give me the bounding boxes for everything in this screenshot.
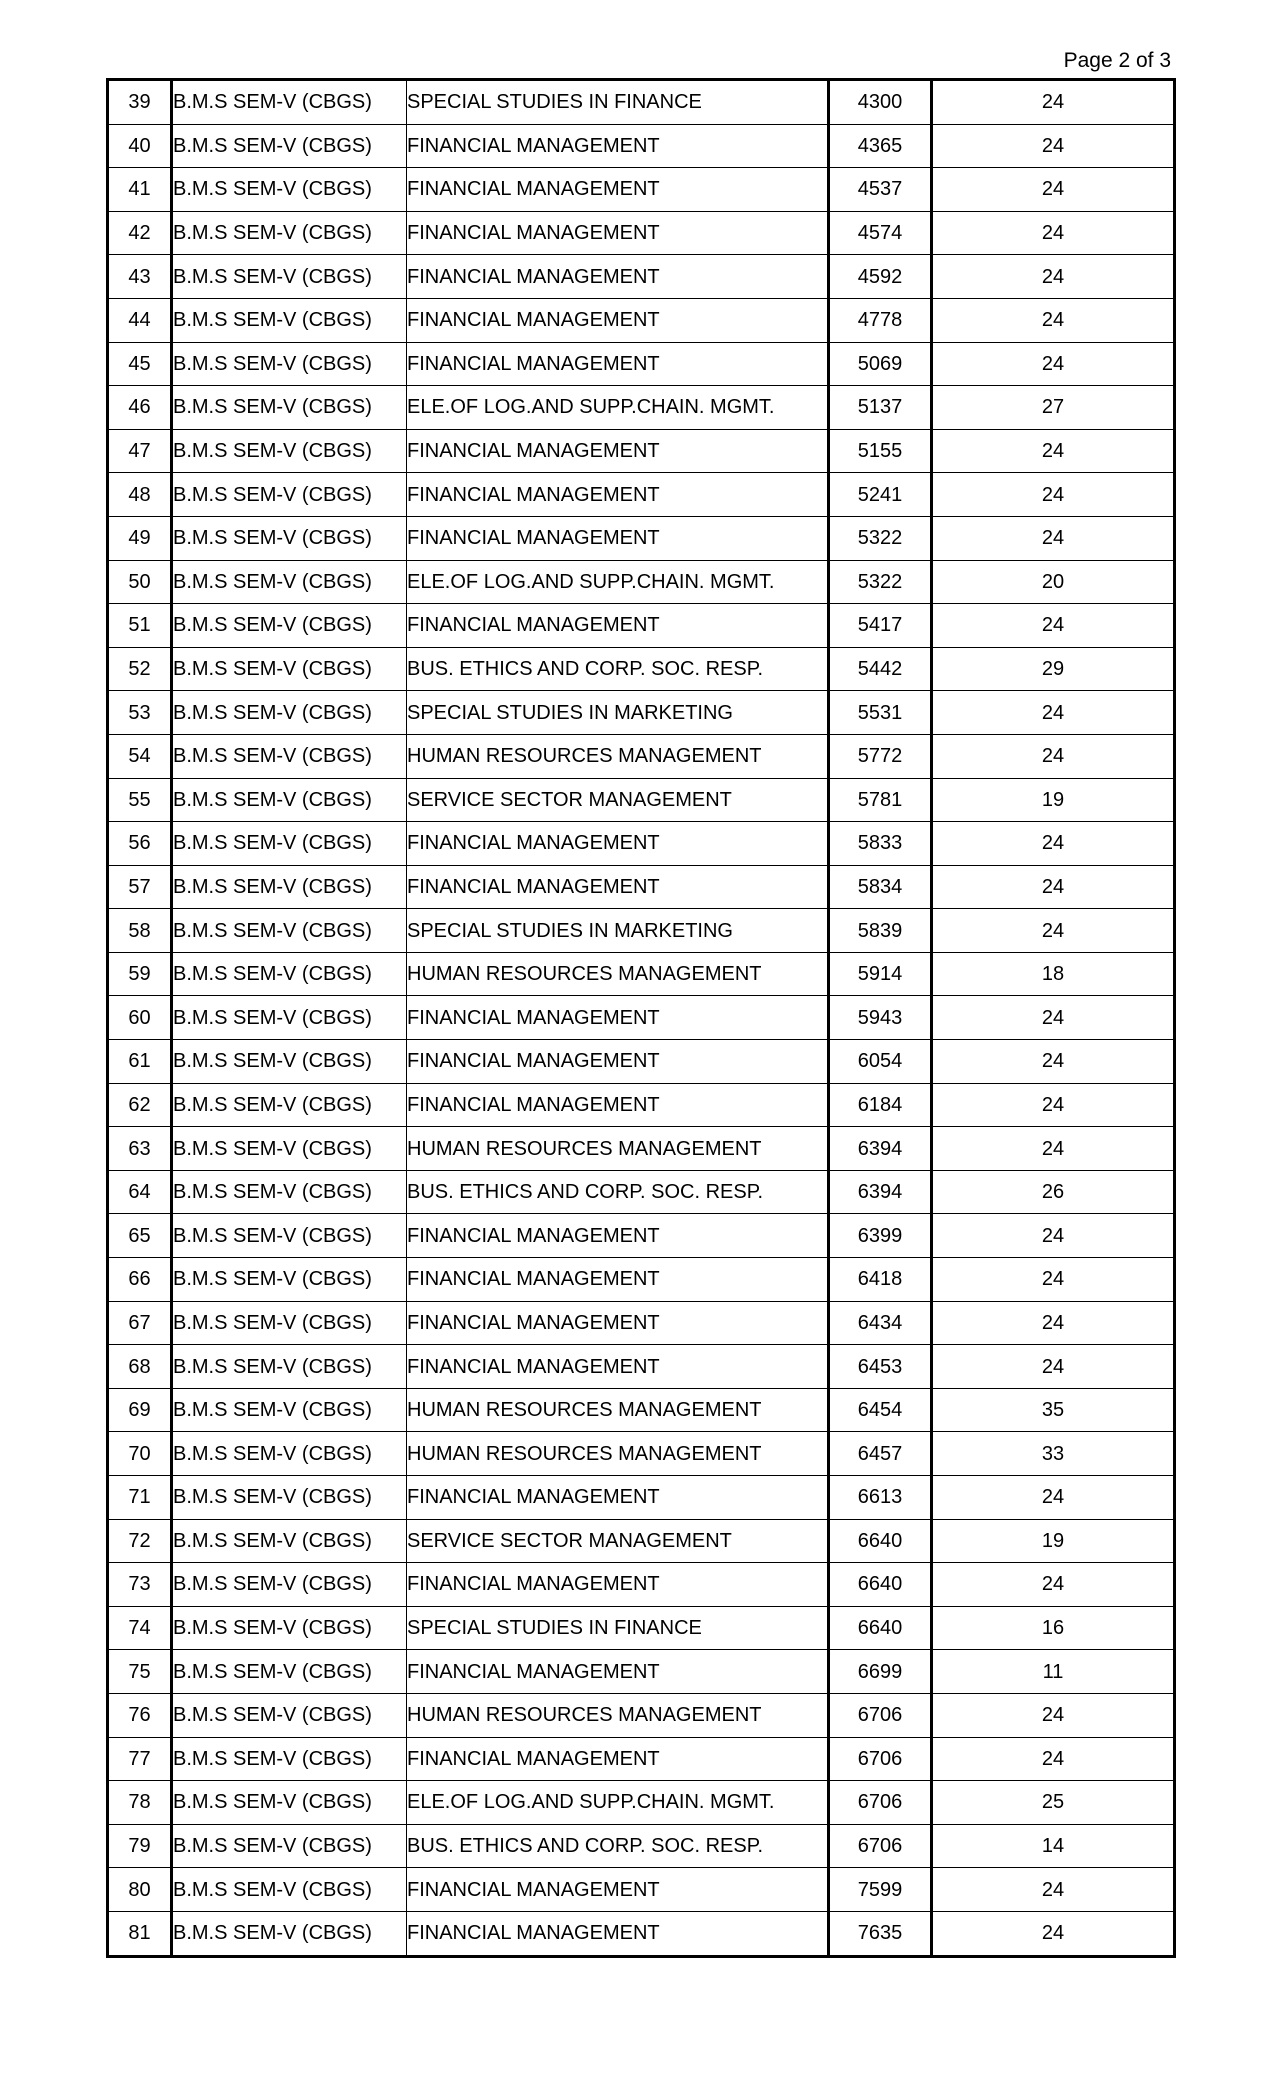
page-number: Page 2 of 3 <box>1063 49 1171 72</box>
table-row <box>108 1737 1175 1781</box>
subject-cell: FINANCIAL MANAGEMENT <box>407 1345 829 1389</box>
subject-cell: FINANCIAL MANAGEMENT <box>407 1214 829 1258</box>
table-row <box>108 822 1175 866</box>
table-row <box>108 1083 1175 1127</box>
count-cell: 24 <box>932 734 1175 778</box>
row-number-cell: 42 <box>108 211 172 255</box>
code-cell: 5442 <box>829 647 932 691</box>
code-cell: 6640 <box>829 1563 932 1607</box>
row-number-cell: 52 <box>108 647 172 691</box>
course-cell: B.M.S SEM-V (CBGS) <box>172 1519 407 1563</box>
course-cell: B.M.S SEM-V (CBGS) <box>172 1737 407 1781</box>
row-number-cell: 39 <box>108 80 172 125</box>
row-number-cell: 66 <box>108 1258 172 1302</box>
row-number-cell: 56 <box>108 822 172 866</box>
course-cell: B.M.S SEM-V (CBGS) <box>172 1911 407 1956</box>
row-number-cell: 41 <box>108 168 172 212</box>
row-number-cell: 77 <box>108 1737 172 1781</box>
table-row <box>108 996 1175 1040</box>
code-cell: 6394 <box>829 1127 932 1171</box>
row-number-cell: 63 <box>108 1127 172 1171</box>
table-row <box>108 909 1175 953</box>
count-cell: 24 <box>932 516 1175 560</box>
row-number-cell: 48 <box>108 473 172 517</box>
subject-cell: FINANCIAL MANAGEMENT <box>407 1737 829 1781</box>
course-cell: B.M.S SEM-V (CBGS) <box>172 1258 407 1302</box>
count-cell: 24 <box>932 1911 1175 1956</box>
row-number-cell: 43 <box>108 255 172 299</box>
row-number-cell: 49 <box>108 516 172 560</box>
row-number-cell: 54 <box>108 734 172 778</box>
table-row <box>108 1040 1175 1084</box>
table-row <box>108 1911 1175 1956</box>
row-number-cell: 60 <box>108 996 172 1040</box>
count-cell: 24 <box>932 822 1175 866</box>
table-row <box>108 168 1175 212</box>
code-cell: 6184 <box>829 1083 932 1127</box>
table-row <box>108 1432 1175 1476</box>
table-row <box>108 1214 1175 1258</box>
course-cell: B.M.S SEM-V (CBGS) <box>172 822 407 866</box>
course-cell: B.M.S SEM-V (CBGS) <box>172 1606 407 1650</box>
subject-cell: SERVICE SECTOR MANAGEMENT <box>407 1519 829 1563</box>
count-cell: 24 <box>932 1258 1175 1302</box>
subject-cell: ELE.OF LOG.AND SUPP.CHAIN. MGMT. <box>407 1781 829 1825</box>
subject-cell: FINANCIAL MANAGEMENT <box>407 996 829 1040</box>
code-cell: 6457 <box>829 1432 932 1476</box>
course-cell: B.M.S SEM-V (CBGS) <box>172 996 407 1040</box>
table-row <box>108 516 1175 560</box>
row-number-cell: 62 <box>108 1083 172 1127</box>
course-cell: B.M.S SEM-V (CBGS) <box>172 1693 407 1737</box>
subject-cell: FINANCIAL MANAGEMENT <box>407 516 829 560</box>
course-cell: B.M.S SEM-V (CBGS) <box>172 1563 407 1607</box>
course-cell: B.M.S SEM-V (CBGS) <box>172 604 407 648</box>
code-cell: 5772 <box>829 734 932 778</box>
table-row <box>108 1388 1175 1432</box>
row-number-cell: 71 <box>108 1476 172 1520</box>
subject-cell: SPECIAL STUDIES IN FINANCE <box>407 80 829 125</box>
table-row <box>108 778 1175 822</box>
code-cell: 6394 <box>829 1170 932 1214</box>
row-number-cell: 68 <box>108 1345 172 1389</box>
course-cell: B.M.S SEM-V (CBGS) <box>172 386 407 430</box>
course-cell: B.M.S SEM-V (CBGS) <box>172 560 407 604</box>
code-cell: 5417 <box>829 604 932 648</box>
subject-cell: ELE.OF LOG.AND SUPP.CHAIN. MGMT. <box>407 386 829 430</box>
subject-cell: FINANCIAL MANAGEMENT <box>407 298 829 342</box>
code-cell: 4365 <box>829 124 932 168</box>
subject-cell: FINANCIAL MANAGEMENT <box>407 822 829 866</box>
table-row <box>108 952 1175 996</box>
table-row <box>108 1258 1175 1302</box>
subject-cell: HUMAN RESOURCES MANAGEMENT <box>407 1432 829 1476</box>
count-cell: 24 <box>932 124 1175 168</box>
course-cell: B.M.S SEM-V (CBGS) <box>172 1127 407 1171</box>
row-number-cell: 74 <box>108 1606 172 1650</box>
code-cell: 4592 <box>829 255 932 299</box>
row-number-cell: 58 <box>108 909 172 953</box>
course-cell: B.M.S SEM-V (CBGS) <box>172 865 407 909</box>
subject-cell: BUS. ETHICS AND CORP. SOC. RESP. <box>407 1170 829 1214</box>
table-row <box>108 647 1175 691</box>
count-cell: 24 <box>932 909 1175 953</box>
code-cell: 6613 <box>829 1476 932 1520</box>
count-cell: 24 <box>932 298 1175 342</box>
code-cell: 5781 <box>829 778 932 822</box>
table-row <box>108 865 1175 909</box>
subject-cell: HUMAN RESOURCES MANAGEMENT <box>407 952 829 996</box>
code-cell: 6640 <box>829 1606 932 1650</box>
count-cell: 11 <box>932 1650 1175 1694</box>
code-cell: 4778 <box>829 298 932 342</box>
subject-cell: FINANCIAL MANAGEMENT <box>407 1476 829 1520</box>
subject-cell: FINANCIAL MANAGEMENT <box>407 865 829 909</box>
course-cell: B.M.S SEM-V (CBGS) <box>172 1170 407 1214</box>
subject-cell: FINANCIAL MANAGEMENT <box>407 342 829 386</box>
table-row <box>108 1519 1175 1563</box>
row-number-cell: 46 <box>108 386 172 430</box>
course-cell: B.M.S SEM-V (CBGS) <box>172 473 407 517</box>
count-cell: 33 <box>932 1432 1175 1476</box>
count-cell: 24 <box>932 168 1175 212</box>
count-cell: 18 <box>932 952 1175 996</box>
course-cell: B.M.S SEM-V (CBGS) <box>172 1432 407 1476</box>
code-cell: 6434 <box>829 1301 932 1345</box>
course-cell: B.M.S SEM-V (CBGS) <box>172 1214 407 1258</box>
code-cell: 6418 <box>829 1258 932 1302</box>
course-cell: B.M.S SEM-V (CBGS) <box>172 1650 407 1694</box>
table-row <box>108 1868 1175 1912</box>
course-cell: B.M.S SEM-V (CBGS) <box>172 1301 407 1345</box>
table-row <box>108 1127 1175 1171</box>
table-row <box>108 604 1175 648</box>
course-cell: B.M.S SEM-V (CBGS) <box>172 255 407 299</box>
count-cell: 24 <box>932 342 1175 386</box>
course-cell: B.M.S SEM-V (CBGS) <box>172 691 407 735</box>
subject-cell: FINANCIAL MANAGEMENT <box>407 1650 829 1694</box>
subject-cell: HUMAN RESOURCES MANAGEMENT <box>407 1127 829 1171</box>
count-cell: 24 <box>932 1214 1175 1258</box>
subject-cell: FINANCIAL MANAGEMENT <box>407 168 829 212</box>
row-number-cell: 59 <box>108 952 172 996</box>
table-row <box>108 1563 1175 1607</box>
count-cell: 24 <box>932 1301 1175 1345</box>
row-number-cell: 81 <box>108 1911 172 1956</box>
count-cell: 24 <box>932 1868 1175 1912</box>
subject-cell: BUS. ETHICS AND CORP. SOC. RESP. <box>407 647 829 691</box>
subject-cell: FINANCIAL MANAGEMENT <box>407 1868 829 1912</box>
table-row <box>108 211 1175 255</box>
subject-cell: FINANCIAL MANAGEMENT <box>407 1301 829 1345</box>
count-cell: 29 <box>932 647 1175 691</box>
row-number-cell: 65 <box>108 1214 172 1258</box>
row-number-cell: 76 <box>108 1693 172 1737</box>
code-cell: 6454 <box>829 1388 932 1432</box>
count-cell: 20 <box>932 560 1175 604</box>
subject-cell: FINANCIAL MANAGEMENT <box>407 473 829 517</box>
row-number-cell: 75 <box>108 1650 172 1694</box>
count-cell: 24 <box>932 429 1175 473</box>
table-row <box>108 1606 1175 1650</box>
row-number-cell: 78 <box>108 1781 172 1825</box>
code-cell: 5834 <box>829 865 932 909</box>
subject-cell: SPECIAL STUDIES IN MARKETING <box>407 691 829 735</box>
row-number-cell: 70 <box>108 1432 172 1476</box>
count-cell: 14 <box>932 1824 1175 1868</box>
row-number-cell: 61 <box>108 1040 172 1084</box>
count-cell: 24 <box>932 1563 1175 1607</box>
code-cell: 6640 <box>829 1519 932 1563</box>
count-cell: 24 <box>932 80 1175 125</box>
course-cell: B.M.S SEM-V (CBGS) <box>172 909 407 953</box>
row-number-cell: 50 <box>108 560 172 604</box>
course-cell: B.M.S SEM-V (CBGS) <box>172 734 407 778</box>
row-number-cell: 53 <box>108 691 172 735</box>
subject-cell: SERVICE SECTOR MANAGEMENT <box>407 778 829 822</box>
code-cell: 5137 <box>829 386 932 430</box>
table-row <box>108 1824 1175 1868</box>
row-number-cell: 44 <box>108 298 172 342</box>
course-cell: B.M.S SEM-V (CBGS) <box>172 298 407 342</box>
table-row <box>108 342 1175 386</box>
table-row <box>108 1345 1175 1389</box>
subject-cell: SPECIAL STUDIES IN MARKETING <box>407 909 829 953</box>
data-table <box>106 78 1176 1958</box>
course-cell: B.M.S SEM-V (CBGS) <box>172 952 407 996</box>
course-cell: B.M.S SEM-V (CBGS) <box>172 342 407 386</box>
count-cell: 19 <box>932 778 1175 822</box>
code-cell: 7635 <box>829 1911 932 1956</box>
count-cell: 24 <box>932 211 1175 255</box>
row-number-cell: 73 <box>108 1563 172 1607</box>
code-cell: 4574 <box>829 211 932 255</box>
course-cell: B.M.S SEM-V (CBGS) <box>172 1868 407 1912</box>
subject-cell: FINANCIAL MANAGEMENT <box>407 1258 829 1302</box>
table-row <box>108 691 1175 735</box>
course-cell: B.M.S SEM-V (CBGS) <box>172 211 407 255</box>
row-number-cell: 47 <box>108 429 172 473</box>
row-number-cell: 69 <box>108 1388 172 1432</box>
subject-cell: FINANCIAL MANAGEMENT <box>407 429 829 473</box>
row-number-cell: 45 <box>108 342 172 386</box>
table-row <box>108 80 1175 125</box>
course-cell: B.M.S SEM-V (CBGS) <box>172 429 407 473</box>
count-cell: 24 <box>932 1693 1175 1737</box>
code-cell: 6706 <box>829 1824 932 1868</box>
course-cell: B.M.S SEM-V (CBGS) <box>172 1040 407 1084</box>
table-row <box>108 298 1175 342</box>
course-cell: B.M.S SEM-V (CBGS) <box>172 1345 407 1389</box>
count-cell: 16 <box>932 1606 1175 1650</box>
count-cell: 24 <box>932 255 1175 299</box>
code-cell: 6453 <box>829 1345 932 1389</box>
subject-cell: SPECIAL STUDIES IN FINANCE <box>407 1606 829 1650</box>
table-row <box>108 386 1175 430</box>
subject-cell: FINANCIAL MANAGEMENT <box>407 1911 829 1956</box>
course-cell: B.M.S SEM-V (CBGS) <box>172 1781 407 1825</box>
subject-cell: FINANCIAL MANAGEMENT <box>407 255 829 299</box>
course-cell: B.M.S SEM-V (CBGS) <box>172 1476 407 1520</box>
count-cell: 27 <box>932 386 1175 430</box>
code-cell: 6706 <box>829 1781 932 1825</box>
count-cell: 24 <box>932 1127 1175 1171</box>
course-cell: B.M.S SEM-V (CBGS) <box>172 168 407 212</box>
code-cell: 6706 <box>829 1737 932 1781</box>
row-number-cell: 64 <box>108 1170 172 1214</box>
row-number-cell: 55 <box>108 778 172 822</box>
count-cell: 24 <box>932 1040 1175 1084</box>
row-number-cell: 72 <box>108 1519 172 1563</box>
count-cell: 24 <box>932 865 1175 909</box>
table-row <box>108 429 1175 473</box>
row-number-cell: 57 <box>108 865 172 909</box>
code-cell: 5914 <box>829 952 932 996</box>
code-cell: 5069 <box>829 342 932 386</box>
count-cell: 24 <box>932 691 1175 735</box>
code-cell: 5531 <box>829 691 932 735</box>
table-row <box>108 560 1175 604</box>
course-cell: B.M.S SEM-V (CBGS) <box>172 124 407 168</box>
course-cell: B.M.S SEM-V (CBGS) <box>172 778 407 822</box>
subject-cell: HUMAN RESOURCES MANAGEMENT <box>407 1693 829 1737</box>
count-cell: 24 <box>932 473 1175 517</box>
course-cell: B.M.S SEM-V (CBGS) <box>172 1824 407 1868</box>
subject-cell: FINANCIAL MANAGEMENT <box>407 1563 829 1607</box>
code-cell: 5943 <box>829 996 932 1040</box>
count-cell: 24 <box>932 604 1175 648</box>
table-row <box>108 1170 1175 1214</box>
table-row <box>108 1781 1175 1825</box>
code-cell: 5322 <box>829 516 932 560</box>
table-row <box>108 1476 1175 1520</box>
code-cell: 4537 <box>829 168 932 212</box>
table-body <box>108 80 1175 1957</box>
code-cell: 5839 <box>829 909 932 953</box>
subject-cell: HUMAN RESOURCES MANAGEMENT <box>407 734 829 778</box>
table-row <box>108 1693 1175 1737</box>
code-cell: 7599 <box>829 1868 932 1912</box>
code-cell: 4300 <box>829 80 932 125</box>
table-row <box>108 734 1175 778</box>
count-cell: 35 <box>932 1388 1175 1432</box>
row-number-cell: 40 <box>108 124 172 168</box>
code-cell: 5155 <box>829 429 932 473</box>
code-cell: 6706 <box>829 1693 932 1737</box>
row-number-cell: 51 <box>108 604 172 648</box>
code-cell: 6399 <box>829 1214 932 1258</box>
course-cell: B.M.S SEM-V (CBGS) <box>172 1083 407 1127</box>
count-cell: 24 <box>932 996 1175 1040</box>
table-row <box>108 1301 1175 1345</box>
row-number-cell: 79 <box>108 1824 172 1868</box>
subject-cell: BUS. ETHICS AND CORP. SOC. RESP. <box>407 1824 829 1868</box>
code-cell: 5241 <box>829 473 932 517</box>
course-cell: B.M.S SEM-V (CBGS) <box>172 516 407 560</box>
subject-cell: FINANCIAL MANAGEMENT <box>407 211 829 255</box>
course-cell: B.M.S SEM-V (CBGS) <box>172 80 407 125</box>
table-row <box>108 1650 1175 1694</box>
count-cell: 25 <box>932 1781 1175 1825</box>
subject-cell: FINANCIAL MANAGEMENT <box>407 604 829 648</box>
subject-cell: HUMAN RESOURCES MANAGEMENT <box>407 1388 829 1432</box>
row-number-cell: 80 <box>108 1868 172 1912</box>
subject-cell: FINANCIAL MANAGEMENT <box>407 124 829 168</box>
count-cell: 19 <box>932 1519 1175 1563</box>
count-cell: 24 <box>932 1345 1175 1389</box>
subject-cell: FINANCIAL MANAGEMENT <box>407 1040 829 1084</box>
code-cell: 6699 <box>829 1650 932 1694</box>
course-cell: B.M.S SEM-V (CBGS) <box>172 1388 407 1432</box>
code-cell: 6054 <box>829 1040 932 1084</box>
count-cell: 24 <box>932 1476 1175 1520</box>
course-cell: B.M.S SEM-V (CBGS) <box>172 647 407 691</box>
count-cell: 24 <box>932 1737 1175 1781</box>
count-cell: 24 <box>932 1083 1175 1127</box>
code-cell: 5322 <box>829 560 932 604</box>
table-row <box>108 255 1175 299</box>
table-row <box>108 124 1175 168</box>
row-number-cell: 67 <box>108 1301 172 1345</box>
code-cell: 5833 <box>829 822 932 866</box>
subject-cell: ELE.OF LOG.AND SUPP.CHAIN. MGMT. <box>407 560 829 604</box>
count-cell: 26 <box>932 1170 1175 1214</box>
table-row <box>108 473 1175 517</box>
subject-cell: FINANCIAL MANAGEMENT <box>407 1083 829 1127</box>
